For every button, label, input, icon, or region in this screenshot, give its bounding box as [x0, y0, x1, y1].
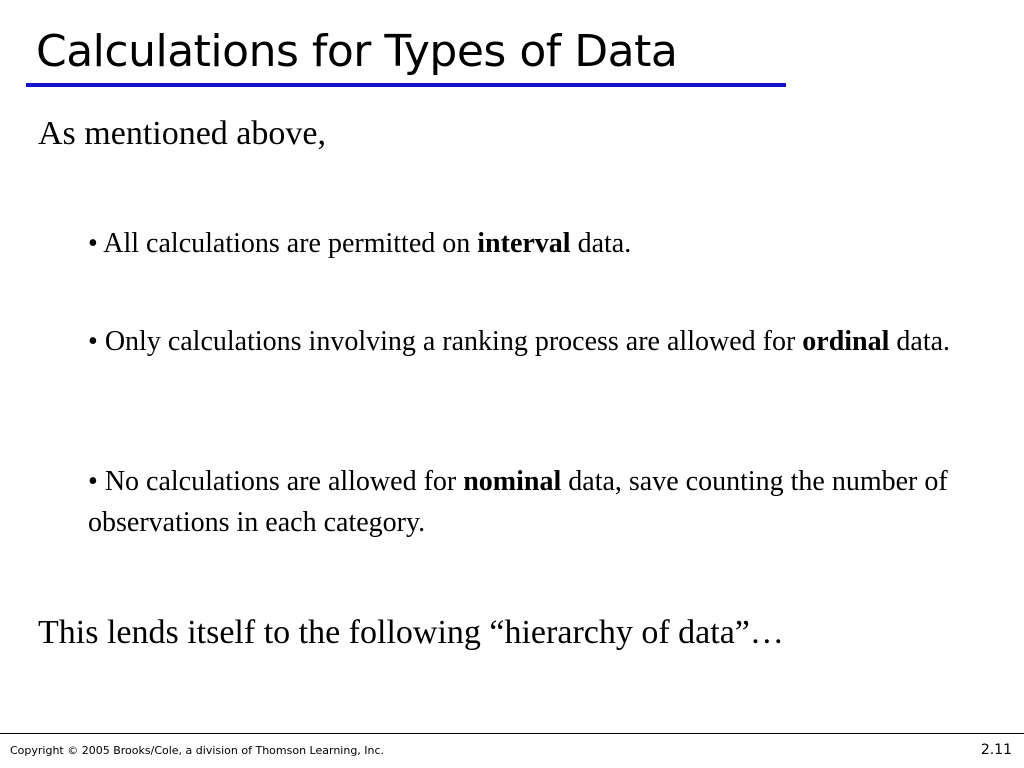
bullet-text-end: data.	[577, 228, 632, 259]
bullet-ordinal	[88, 321, 998, 362]
bullet-interval	[88, 223, 998, 264]
bullet-keyword: nominal	[463, 466, 562, 497]
bullet-keyword: interval	[477, 228, 571, 259]
footer-divider	[0, 733, 1024, 734]
bullet-marker: •	[88, 326, 98, 357]
bullet-keyword: ordinal	[802, 326, 890, 357]
slide-title: Calculations for Types of Data	[36, 26, 678, 77]
bullet-text-end: data, save counting the number of observations in each category.	[88, 466, 948, 538]
bullet-marker: •	[88, 466, 98, 497]
intro-text: As mentioned above,	[38, 115, 326, 152]
bullet-text-end: data.	[896, 326, 951, 357]
title-underline	[26, 83, 786, 87]
bullet-text: No calculations are allowed for	[104, 466, 457, 497]
bullet-nominal	[88, 461, 998, 543]
bullet-marker: •	[88, 228, 98, 259]
copyright-notice: Copyright © 2005 Brooks/Cole, a division of Thomson Learning, Inc.	[10, 744, 385, 757]
bullet-text: All calculations are permitted on	[103, 228, 471, 259]
bullet-text: Only calculations involving a ranking process are allowed for	[104, 326, 796, 357]
closing-text: This lends itself to the following “hierarchy of data”…	[38, 614, 784, 651]
slide-number: 2.11	[980, 742, 1012, 758]
